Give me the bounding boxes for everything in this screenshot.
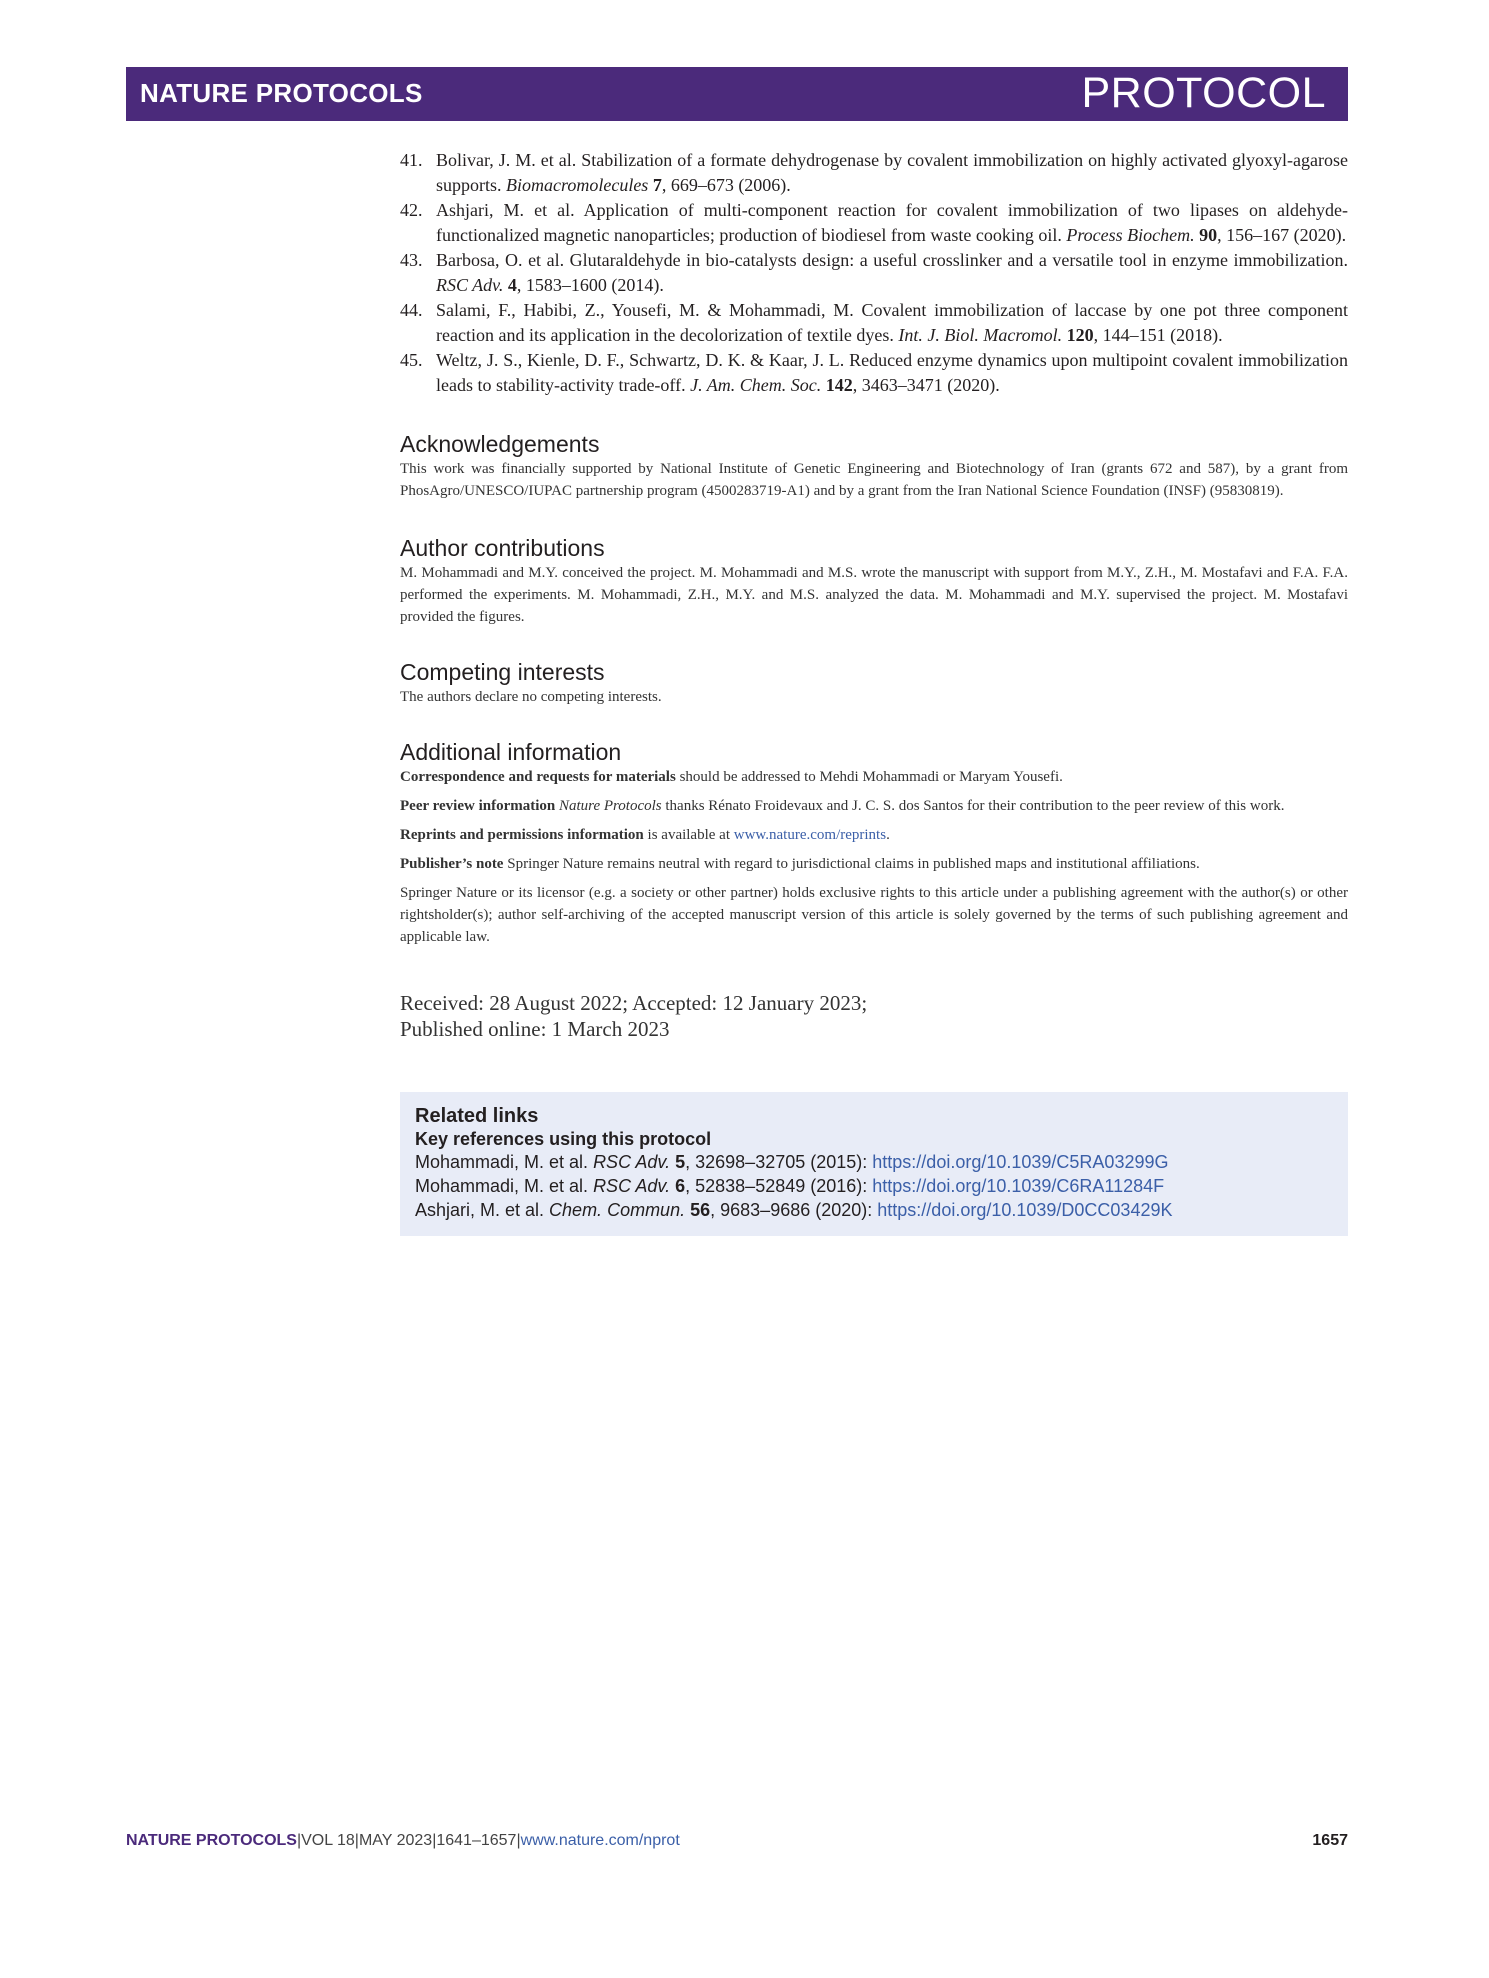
published-online-date: Published online: 1 March 2023 (400, 1017, 670, 1041)
doi-link[interactable]: https://doi.org/10.1039/C5RA03299G (872, 1152, 1169, 1172)
related-links-subtitle: Key references using this protocol (415, 1129, 712, 1149)
reference-item: 43. Barbosa, O. et al. Glutaraldehyde in bio-catalysts design: a useful crosslinker and a versatile tool in enzyme immobilization. RSC Adv. 4, 1583–1600 (2014). (400, 250, 1348, 295)
reference-item: 41. Bolivar, J. M. et al. Stabilization of a formate dehydrogenase by covalent immobilization on highly activated glyoxyl-agarose supports. Biomacromolecules 7, 669–673 (2006). (400, 150, 1348, 195)
related-links-title: Related links (415, 1105, 539, 1127)
main-content (400, 148, 1348, 1236)
reference-item: 42. Ashjari, M. et al. Application of multi-component reaction for covalent immobilization of two lipases on aldehyde-functionalized magnetic nanoparticles; production of biodiesel from waste cooking oil. Process Biochem. 90, 156–167 (2020). (400, 200, 1348, 245)
peer-review-paragraph: Peer review information Nature Protocols thanks Rénato Froidevaux and J. C. S. dos Santos for their contribution to the peer review of this work. (400, 798, 1285, 814)
correspondence-paragraph: Correspondence and requests for materials should be addressed to Mehdi Mohammadi or Maryam Yousefi. (400, 769, 1063, 785)
related-link-item: Mohammadi, M. et al. RSC Adv. 6, 52838–52849 (2016): https://doi.org/10.1039/C6RA11284F (415, 1176, 1165, 1196)
competing-interests-section (400, 658, 1348, 708)
article-type: PROTOCOL (1081, 69, 1326, 117)
competing-interests-text: The authors declare no competing interests. (400, 689, 662, 705)
acknowledgements-heading: Acknowledgements (400, 431, 600, 457)
footer-journal: NATURE PROTOCOLS (126, 1832, 297, 1849)
doi-link[interactable]: https://doi.org/10.1039/C6RA11284F (872, 1176, 1165, 1196)
additional-information-heading: Additional information (400, 739, 622, 765)
author-contributions-section (400, 534, 1348, 628)
related-links-box (400, 1092, 1348, 1236)
journal-name: NATURE PROTOCOLS (140, 78, 423, 108)
journal-banner (126, 67, 1348, 121)
reference-item: 45. Weltz, J. S., Kienle, D. F., Schwartz, D. K. & Kaar, J. L. Reduced enzyme dynamics upon multipoint covalent immobilization leads to stability-activity trade-off. J. Am. Chem. Soc. 142, 3463–3471 (2020). (400, 350, 1348, 395)
reprints-paragraph: Reprints and permissions information is available at www.nature.com/reprints. (400, 827, 890, 843)
related-link-item: Ashjari, M. et al. Chem. Commun. 56, 9683–9686 (2020): https://doi.org/10.1039/D0CC03429K (415, 1200, 1173, 1220)
reference-item: 44. Salami, F., Habibi, Z., Yousefi, M. & Mohammadi, M. Covalent immobilization of laccase by one pot three component reaction and its application in the decolorization of textile dyes. Int. J. Biol. Macromol. 120, 144–151 (2018). (400, 300, 1348, 345)
footer-volume: VOL 18 (301, 1832, 355, 1849)
page-footer: NATURE PROTOCOLS|VOL 18|MAY 2023|1641–1657|www.nature.com/nprot 1657 (126, 1832, 1348, 1849)
footer-url[interactable]: www.nature.com/nprot (520, 1832, 680, 1849)
related-link-item: Mohammadi, M. et al. RSC Adv. 5, 32698–32705 (2015): https://doi.org/10.1039/C5RA03299G (415, 1152, 1169, 1172)
additional-information-section (400, 738, 1348, 948)
author-contributions-text: M. Mohammadi and M.Y. conceived the project. M. Mohammadi and M.S. wrote the manuscript with support from M.Y., Z.H., M. Mostafavi and F.A. F.A. performed the experiments. M. Mohammadi, Z.H., M.Y. and M.S. analyzed the data. M. Mohammadi and M.Y. supervised the project. M. Mostafavi provided the figures. (400, 565, 1348, 625)
reference-list (400, 148, 1348, 398)
publisher-note-paragraph: Publisher’s note Springer Nature remains neutral with regard to jurisdictional claims in published maps and institutional affiliations. (400, 856, 1200, 872)
page-number: 1657 (1312, 1832, 1348, 1849)
acknowledgements-section (400, 430, 1348, 502)
footer-date: MAY 2023 (358, 1832, 433, 1849)
competing-interests-heading: Competing interests (400, 659, 605, 685)
received-accepted-date: Received: 28 August 2022; Accepted: 12 January 2023; (400, 991, 868, 1015)
rights-paragraph: Springer Nature or its licensor (e.g. a society or other partner) holds exclusive rights to this article under a publishing agreement with the author(s) or other rightsholder(s); author self-archiving of the accepted manuscript version of this article is solely governed by the terms of such publishing agreement and applicable law. (400, 885, 1348, 945)
acknowledgements-text: This work was financially supported by National Institute of Genetic Engineering and Biotechnology of Iran (grants 672 and 587), by a grant from PhosAgro/UNESCO/IUPAC partnership program (4500283719-A1) and by a grant from the Iran National Science Foundation (INSF) (95830819). (400, 461, 1348, 499)
reprints-link[interactable]: www.nature.com/reprints (733, 827, 887, 843)
author-contributions-heading: Author contributions (400, 535, 605, 561)
publication-dates (400, 990, 1348, 1042)
doi-link[interactable]: https://doi.org/10.1039/D0CC03429K (877, 1200, 1173, 1220)
footer-pages: 1641–1657 (436, 1832, 517, 1849)
